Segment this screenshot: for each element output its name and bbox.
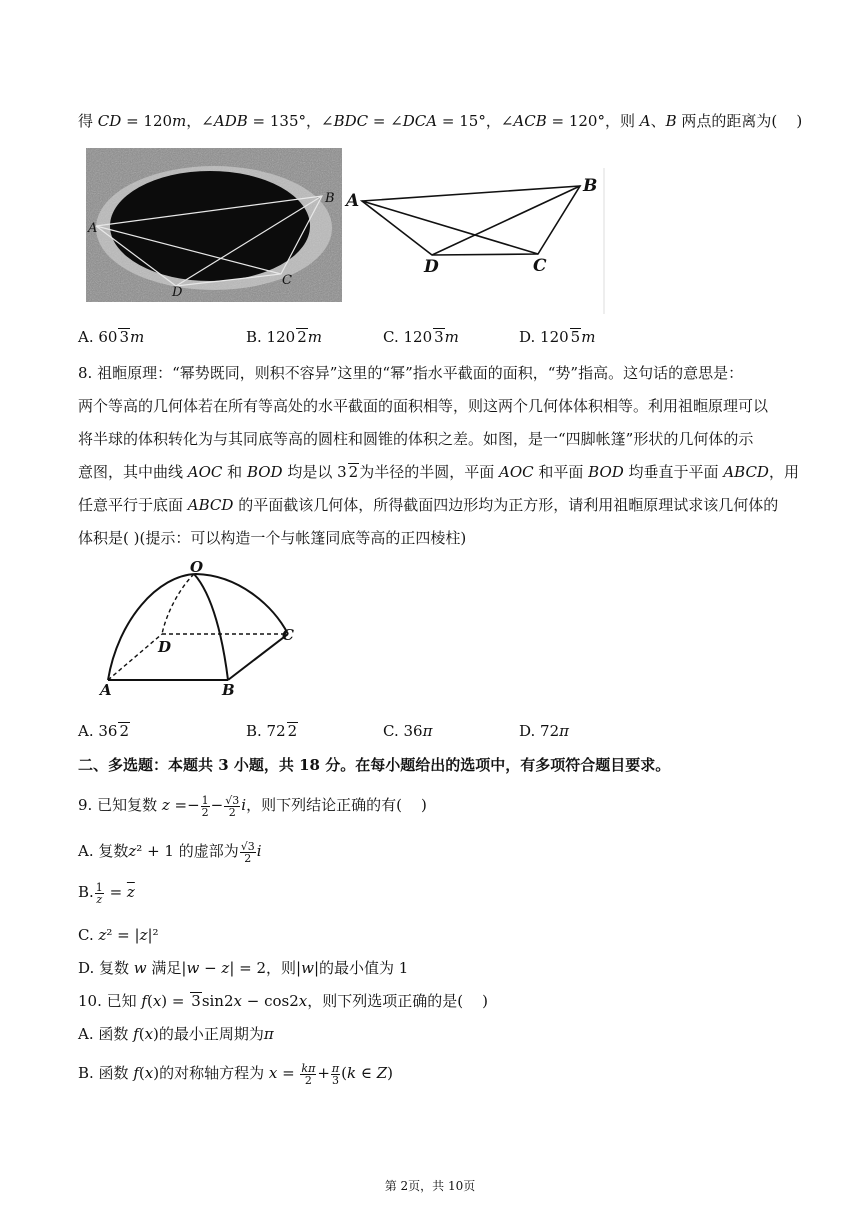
q7-option-a: A. 60 3m — [78, 328, 145, 346]
q8-line-4: 意图，其中曲线 AOC 和 BOD 均是以 3 2为半径的半圆，平面 AOC 和平面 BOD 均垂直于平面 ABCD，用 — [78, 463, 799, 481]
q9-option-b: B. $\frac{1}{z}$ = $\overline{z}$ — [78, 880, 135, 906]
q7-stem: 得 CD = 120m，∠ADB = 135°，∠BDC = ∠DCA = 15°，∠ACB = 120°，则 A、B 两点的距离为( ) — [78, 112, 803, 130]
q10-option-a: A. 函数 f(x)的最小正周期为π — [78, 1025, 274, 1043]
q8-line-2: 两个等高的几何体若在所有等高处的水平截面的面积相等，则这两个几何体体积相等。利用祖暅原理可以 — [78, 397, 769, 415]
photo-label-b: B — [325, 191, 335, 206]
q7-option-b: B. 120 2m — [246, 328, 322, 346]
q8-option-c: C. 36π — [383, 722, 433, 740]
q8-line-1: 8. 祖暅原理：“幂势既同，则积不容异”这里的“幂”指水平截面的面积，“势”指高。这句话的意思是： — [78, 364, 744, 382]
tent-label-a: A — [100, 681, 112, 699]
q7-line-diagram — [342, 168, 606, 314]
q8-option-d: D. 72π — [519, 722, 569, 740]
diagram-label-a: A — [346, 191, 360, 211]
photo-label-d: D — [172, 285, 183, 300]
q8-option-a: A. 36 2 — [78, 722, 130, 740]
q9-option-a: A. 复数z² + 1 的虚部为 $\frac{√3}{2}$ i — [78, 839, 262, 865]
q10-stem: 10. 已知 f(x) = 3sin2x − cos2x，则下列选项正确的是( ) — [78, 992, 489, 1010]
q8-line-3: 将半球的体积转化为与其同底等高的圆柱和圆锥的体积之差。如图，是一“四脚帐篷”形状的几何体的示 — [78, 430, 754, 448]
q7-photo-figure — [86, 148, 342, 302]
photo-label-c: C — [282, 273, 292, 288]
diagram-label-d: D — [424, 257, 439, 277]
tent-label-d: D — [158, 638, 172, 656]
q10-option-b: B. 函数 f(x)的对称轴方程为 x = $\frac{k\pi}{2}$ + $\frac{\pi}{3}$ (k ∈ Z) — [78, 1061, 394, 1087]
page-footer: 第 2页，共 10页 — [384, 1179, 476, 1193]
q7-option-c: C. 120 3m — [383, 328, 459, 346]
q9-option-c: C. z² = |z|² — [78, 926, 159, 944]
q9-option-d: D. 复数 w 满足|w − z| = 2，则|w|的最小值为 1 — [78, 959, 409, 977]
q9-stem: 9. 已知复数 z =− $\frac{1}{2}$ − $\frac{√3}{2}$ i，则下列结论正确的有( ) — [78, 793, 427, 819]
q8-line-6: 体积是( )(提示：可以构造一个与帐篷同底等高的正四棱柱) — [78, 529, 467, 547]
diagram-label-c: C — [533, 256, 547, 276]
photo-label-a: A — [88, 221, 98, 236]
tent-label-o: O — [190, 560, 204, 576]
q8-line-5: 任意平行于底面 ABCD 的平面截该几何体，所得截面四边形均为正方形，请利用祖暅原理试求该几何体的 — [78, 496, 779, 514]
q8-tent-figure — [98, 560, 308, 700]
tent-label-c: C — [282, 626, 294, 644]
q7-option-d: D. 120 5m — [519, 328, 596, 346]
tent-label-b: B — [222, 681, 235, 699]
section-heading-multiple-choice: 二、多选题：本题共 3 小题，共 18 分。在每小题给出的选项中，有多项符合题目要求。 — [78, 756, 671, 774]
diagram-label-b: B — [583, 176, 598, 196]
q8-option-b: B. 72 2 — [246, 722, 298, 740]
